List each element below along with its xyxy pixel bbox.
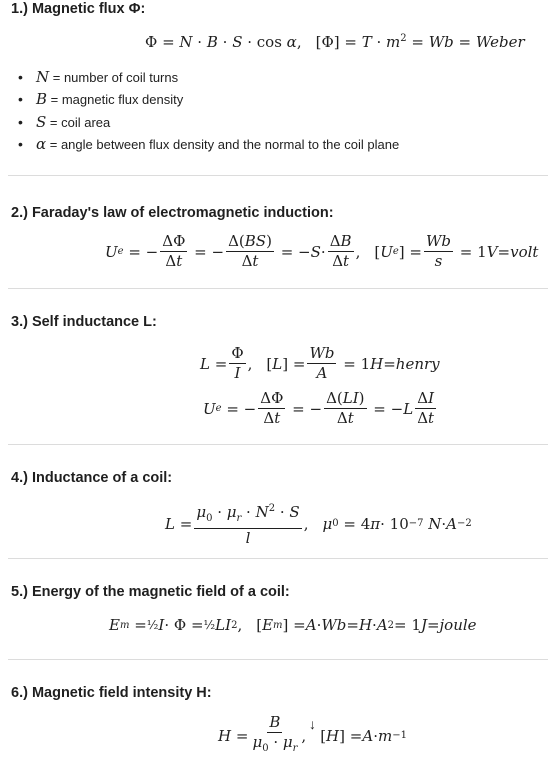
section-title-faraday: 2.) Faraday's law of electromagnetic induction: [11, 205, 334, 221]
formula-intensity: H = $\frac{B}{\mu_0 \cdot \mu_r}$ , [ H ] = A · m −1 [218, 713, 407, 754]
section-title-energy: 5.) Energy of the magnetic field of a coil: [11, 584, 290, 600]
divider [8, 558, 548, 559]
formula-faraday: U e = − $\frac{\Delta\Phi}{\Delta t}$ = − $\frac{\Delta(BS)}{\Delta t}$ = − S · $\frac{\Delta B}{\Delta t}$ , [ U e ] = $\frac{Wb}{s}$ = 1 V = volt [105, 232, 539, 270]
section-title-flux: 1.) Magnetic flux Φ: [11, 1, 146, 17]
list-item: • N = number of coil turns [18, 66, 399, 88]
formula-energy: E m = ½ I · Φ = ½ LI 2 , [ E m ] = A · Wb = H · A 2 = 1 J = joule [109, 616, 477, 634]
formula-flux: Φ = N · B · S · cos α, $[\Phi] = T \cdot m^2 = Wb$ = Weber [145, 33, 525, 51]
list-item: • α = angle between flux density and the normal to the coil plane [18, 133, 399, 155]
formula-induced-voltage: U e = − $\frac{\Delta\Phi}{\Delta t}$ = − $\frac{\Delta(LI)}{\Delta t}$ = − L $\frac{\Delta I}{\Delta t}$ [203, 389, 435, 427]
divider [8, 444, 548, 445]
section-title-self-inductance: 3.) Self inductance L: [11, 314, 157, 330]
list-item: • B = magnetic flux density [18, 88, 399, 110]
flux-variable-list [18, 66, 399, 155]
divider [8, 175, 548, 176]
divider [8, 288, 548, 289]
formula-coil-inductance: L = $\frac{\mu_0 \cdot \mu_r \cdot N^2 \cdot S}{l}$ , μ 0 = 4 π · 10 −7 N · A −2 [165, 500, 472, 547]
list-item: • S = coil area [18, 111, 399, 133]
divider [8, 659, 548, 660]
section-title-coil-inductance: 4.) Inductance of a coil: [11, 470, 173, 486]
section-title-intensity: 6.) Magnetic field intensity H: [11, 685, 212, 701]
formula-self-inductance: L = $\frac{\Phi}{I}$ , [ L ] = $\frac{Wb}{A}$ = 1 H = henry [200, 344, 440, 382]
download-arrow-icon[interactable]: ↓ [309, 716, 316, 732]
